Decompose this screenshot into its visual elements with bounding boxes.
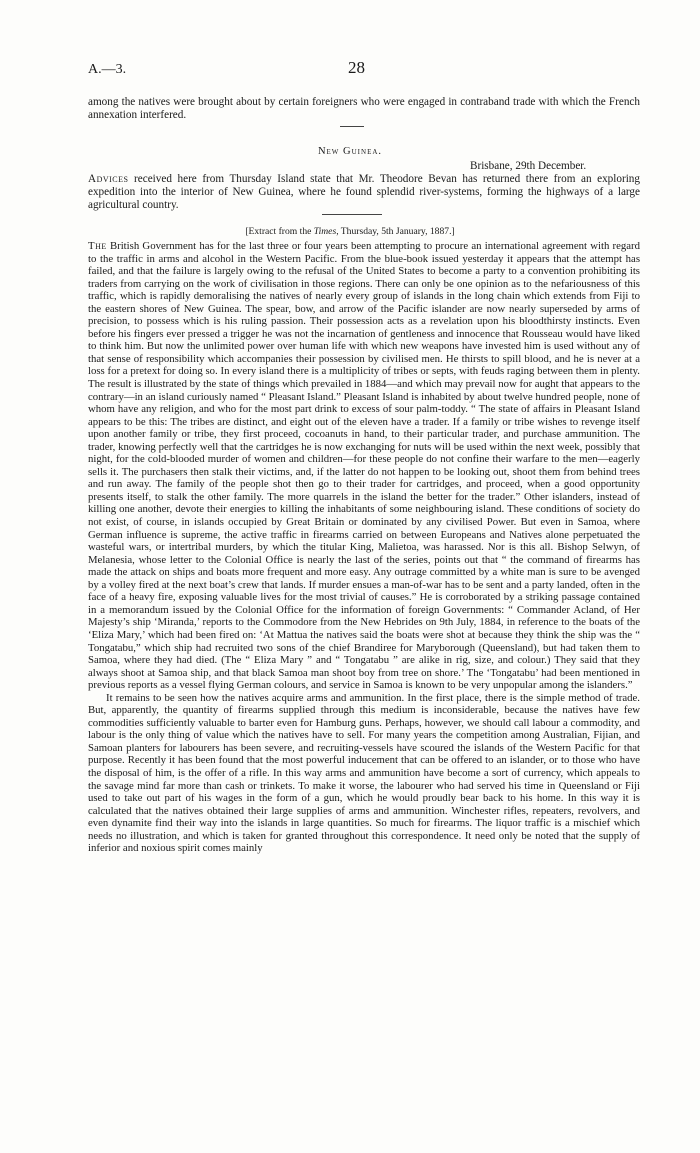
lead-word: Advices: [88, 173, 129, 185]
intro-text: among the natives were brought about by certain foreigners who were engaged in contraband trade with which the French annexation interfered.: [88, 96, 640, 122]
section-heading: New Guinea.: [317, 146, 383, 157]
article-body: [88, 240, 640, 855]
extract-citation: [Extract from the Times, Thursday, 5th January, 1887.]: [245, 226, 455, 237]
article-paragraph-1: The British Government has for the last three or four years been attempting to procure an international agreement with regard to the traffic in arms and alcohol in the Western Pacific. From the blue-book issued yesterday it appears that the attempt has failed, and that the failure is largely owing to the refusal of the United States to become a party to a convention prohibiting its traders from carrying on the work of civilisation in those regions. There can only be one opinion as to the nefariousness of this traffic, which is rapidly demoralising the natives of nearly every group of islands in the long chain which extends from Fiji to the eastern shores of New Guinea. The spear, bow, and arrow of the Pacific islander are now nearly superseded by arms of precision, to possess which is his ruling passion. Their possession acts as a revelation upon his bloodthirsty instincts. Even before his fingers ever pressed a trigger he was not the incarnation of gentleness and innocence that Rousseau would have liked to think him. But now the unlimited power over human life with which new weapons have invested him is used without any of that sense of responsibility which accompanies their possession by civilised men. He thirsts to spill blood, and he is never at a loss for a pretext for doing so. In every island there is a multiplicity of tribes or septs, with feuds raging between them in plenty. The result is illustrated by the state of things which prevailed in 1884—and which may prevail now for aught that appears to the contrary—in an island curiously named “ Pleasant Island.” Pleasant Island is inhabited by about twelve hundred people, none of whom have any religion, and who for the most part drink to excess of sour palm-toddy. “ The state of affairs in Pleasant Island appears to be this: The tribes are distinct, and eight out of the eleven have a trader. If a family or tribe wishes to revenge itself upon another family or tribe, they first proceed, cocoanuts in hand, to their particular trader, and purchase ammunition. The trader, knowing perfectly well that the cartridges he is now exchanging for nuts will be used within the next week, possibly that night, for the cold-blooded murder of women and children—for these people do not confine their warfare to the men—eagerly sells it. The purchasers then stalk their victims, and, if the latter do not happen to be looking out, shoot them from behind trees and run away. The family of the people shot then go to their trader for cartridges, and proceed, when a good opportunity presents itself, to stalk the other family. The more quarrels in the island the better for the trader.” Other islanders, instead of killing one another, devote their energies to killing the inhabitants of some neighbouring island. These conditions of society do not exist, of course, in islands occupied by Great Britain or dominated by any civilised Power. But even in Samoa, where German influence is supreme, the active traffic in firearms carried on between Europeans and Natives alone perpetuated the wasteful wars, or intertribal murders, by which the titular King, Malietoa, was harassed. Nor is this all. Bishop Selwyn, of Melanesia, whose letter to the Colonial Office is nearly the last of the series, points out that “ the command of firearms has made the attack on ships and boats more frequent and more easy. Any outrage committed by a white man is sure to be avenged by a volley fired at the next boat’s crew that lands. If murder ensues a man-of-war has to be sent and a party landed, often in the face of a heavy fire, exposing valuable lives for the most trivial of causes.” He is corroborated by a striking passage contained in a memorandum issued by the Colonial Office for the information of foreign Governments: “ Commander Acland, of Her Majesty’s ship ‘Miranda,’ reports to the Commodore from the New Hebrides on 9th July, 1884, in reference to the boats of the ‘Eliza Mary,’ which had been fired on: ‘At Mattua the natives said the boats were shot at because they think the ship was the “ Tongatabu,” which ship had recruited two sons of the chief Brandiree for Maryborough (Queensland), but had taken them to Samoa, where they had died. (The “ Eliza Mary ” and “ Tongatabu ” are alike in rig, size, and colour.) They said that they always shoot at Samoa ship, and that black Samoa man shoot boy from tree on shore.’ The ‘Tongatabu’ had been mentioned in previous reports as a vessel flying German colours, and service in Samoa is known to be very unpopular among the islanders.”: [88, 240, 640, 692]
short-divider: [340, 126, 364, 127]
source-title: Times: [313, 226, 337, 237]
paragraph-text: received here from Thursday Island state that Mr. Theodore Bevan has returned there from an exploring expedition into the interior of New Guinea, where he found splendid river-systems, forming the highways of a large agricultural country.: [88, 173, 640, 212]
new-guinea-paragraph: [88, 173, 640, 213]
page-number: 28: [348, 58, 365, 77]
document-reference: A.—3.: [88, 62, 127, 77]
section-divider: [322, 214, 382, 215]
intro-paragraph: [88, 96, 640, 122]
dateline: Brisbane, 29th December.: [470, 160, 587, 172]
article-paragraph-2: It remains to be seen how the natives acquire arms and ammunition. In the first place, there is the simple method of trade. But, apparently, the quantity of firearms supplied through this medium is inconsiderable, because the natives have few commodities sufficiently valuable to barter even for Hamburg guns. Perhaps, however, we should call labour a commodity, and labour is the only thing of value which the natives have to sell. For many years the competition among Australian, Fijian, and Samoan planters for labourers has been severe, and recruiting-vessels have scoured the islands of the Western Pacific for that purpose. Recently it has been found that the most powerful inducement that can be offered to an islander, or to those who have the disposal of him, is the offer of a rifle. In this way arms and ammunition have become a sort of currency, which appeals to the savage mind far more than cash or trinkets. To make it worse, the labourer who had served his time in Queensland or Fiji used to take out part of his wages in the form of a gun, which he would proudly bear back to his home. In this way it is calculated that the natives obtained their large supplies of arms and ammunition. Winchester rifles, repeaters, revolvers, and even dynamite find their way into the islands in large quantities. So much for firearms. The liquor traffic is a mischief which needs no illustration, and which is taken for granted throughout this correspondence. It need only be noted that the supply of inferior and noxious spirit comes mainly: [88, 691, 640, 855]
lead-word: The: [88, 240, 107, 252]
